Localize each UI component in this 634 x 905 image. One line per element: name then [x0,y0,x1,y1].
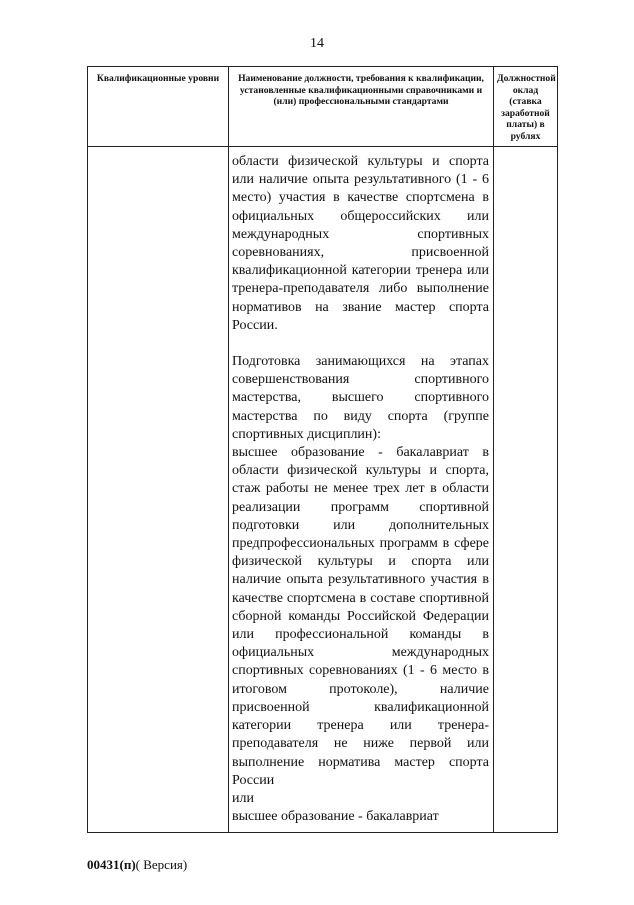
requirements-paragraph: или [232,790,254,806]
cell-requirements [229,147,494,833]
page-number: 14 [310,36,324,51]
header-salary: Должностной оклад (ставка заработной платы) в рублях [494,67,558,147]
table-header-row [88,67,558,147]
header-position-requirements: Наименование должности, требования к квалификации, установленные квалификационными справочниками и (или) профессиональными стандартами [229,67,494,147]
document-code [87,857,187,873]
document-version: ( Версия) [135,857,188,872]
requirements-paragraph: высшее образование - бакалавриат [232,809,439,825]
header-qualification-levels: Квалификационные уровни [88,67,229,147]
cell-qualification-level [88,147,229,833]
qualification-table [87,66,558,833]
table-row [88,147,558,833]
cell-salary [494,147,558,833]
requirements-paragraph: высшее образование - бакалавриат в области физической культуры и спорта, стаж работы не менее трех лет в области реализации программ спортивной подготовки или дополнительных предпрофессиональных программ в сфере физической культуры и спорта или наличие опыта результативного участия в качестве спортсмена в составе спортивной сборной команды Российской Федерации или профессиональной команды в официальных международных спортивных соревнованиях (1 - 6 место в итоговом протоколе), наличие присвоенной квалификационной категории тренера или тренера-преподавателя не ниже первой или выполнение норматива мастер спорта России [232,445,489,788]
requirements-paragraph: области физической культуры и спорта или наличие опыта результативного (1 - 6 место) участия в качестве спортсмена в официальных общероссийских или международных спортивных соревнованиях, присвоенной квалификационной категории тренера или тренера-преподавателя либо выполнение нормативов на звание мастер спорта России. [232,154,489,333]
requirements-paragraph: Подготовка занимающихся на этапах совершенствования спортивного мастерства, высшего спортивного мастерства по виду спорта (группе спортивных дисциплин): [232,354,489,442]
document-number: 00431(п) [87,857,136,872]
